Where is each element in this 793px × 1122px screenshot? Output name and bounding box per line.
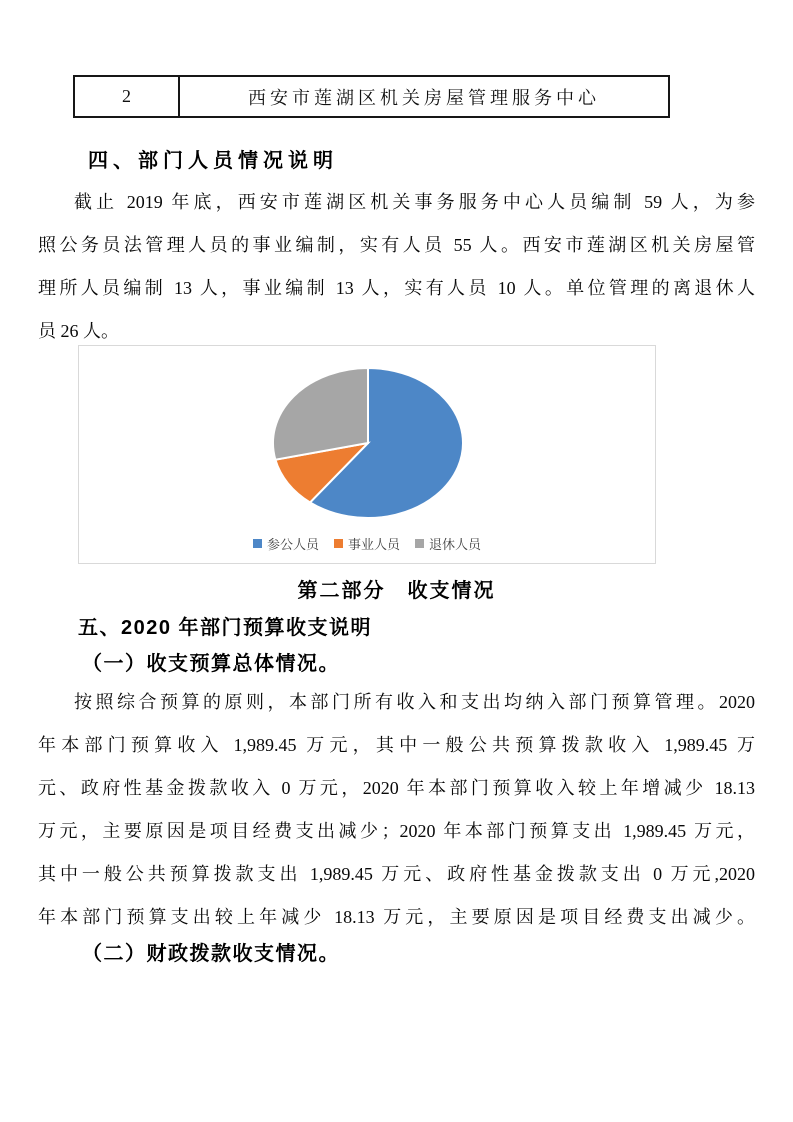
legend-label: 退休人员 xyxy=(429,537,482,552)
heading-part2: 第二部分 收支情况 xyxy=(297,580,496,602)
pie-chart-legend xyxy=(79,534,655,553)
table-cell-index: 2 xyxy=(75,77,180,116)
legend-item xyxy=(253,534,319,553)
pie-chart-plot-area xyxy=(79,354,657,526)
legend-label: 事业人员 xyxy=(347,537,400,552)
text-line: 元、政府性基金拨款收入 0 万元，2020 年本部门预算收入较上年增减少 18.13 xyxy=(38,778,755,798)
legend-item xyxy=(334,534,400,553)
heading-budget-2020: 五、2020 年部门预算收支说明 xyxy=(78,617,373,639)
text-line: 按照综合预算的原则，本部门所有收入和支出均纳入部门预算管理。2020 xyxy=(74,692,755,712)
text-line: 照公务员法管理人员的事业编制，实有人员 55 人。西安市莲湖区机关房屋管 xyxy=(38,235,755,255)
text-line: 年本部门预算支出较上年减少 18.13 万元，主要原因是项目经费支出减少。 xyxy=(38,907,755,927)
text-line: 其中一般公共预算拨款支出 1,989.45 万元、政府性基金拨款支出 0 万元,2020 xyxy=(38,864,755,884)
text-line: 理所人员编制 13 人，事业编制 13 人，实有人员 10 人。单位管理的离退休人 xyxy=(38,278,755,298)
legend-swatch-icon xyxy=(253,539,262,548)
heading-personnel: 四、部门人员情况说明 xyxy=(88,150,338,172)
legend-label: 参公人员 xyxy=(266,537,319,552)
text-line: 万元，主要原因是项目经费支出减少；2020 年本部门预算支出 1,989.45 万元， xyxy=(38,821,755,841)
paragraph-personnel xyxy=(38,181,755,353)
legend-swatch-icon xyxy=(334,539,343,548)
unit-table xyxy=(73,75,670,118)
legend-swatch-icon xyxy=(415,539,424,548)
paragraph-budget xyxy=(38,681,755,939)
heading-overview: （一）收支预算总体情况。 xyxy=(82,653,340,675)
text-line: 年本部门预算收入 1,989.45 万元，其中一般公共预算拨款收入 1,989.45 万 xyxy=(38,735,755,755)
text-line: 截止 2019 年底，西安市莲湖区机关事务服务中心人员编制 59 人，为参 xyxy=(74,192,755,212)
personnel-pie-chart xyxy=(78,345,656,564)
pie-slice-退休人员 xyxy=(273,368,368,460)
heading-fiscal: （二）财政拨款收支情况。 xyxy=(82,943,340,965)
text-line: 员 26 人。 xyxy=(38,321,119,341)
table-cell-unit-name: 西安市莲湖区机关房屋管理服务中心 xyxy=(248,87,600,108)
legend-item xyxy=(415,534,481,553)
